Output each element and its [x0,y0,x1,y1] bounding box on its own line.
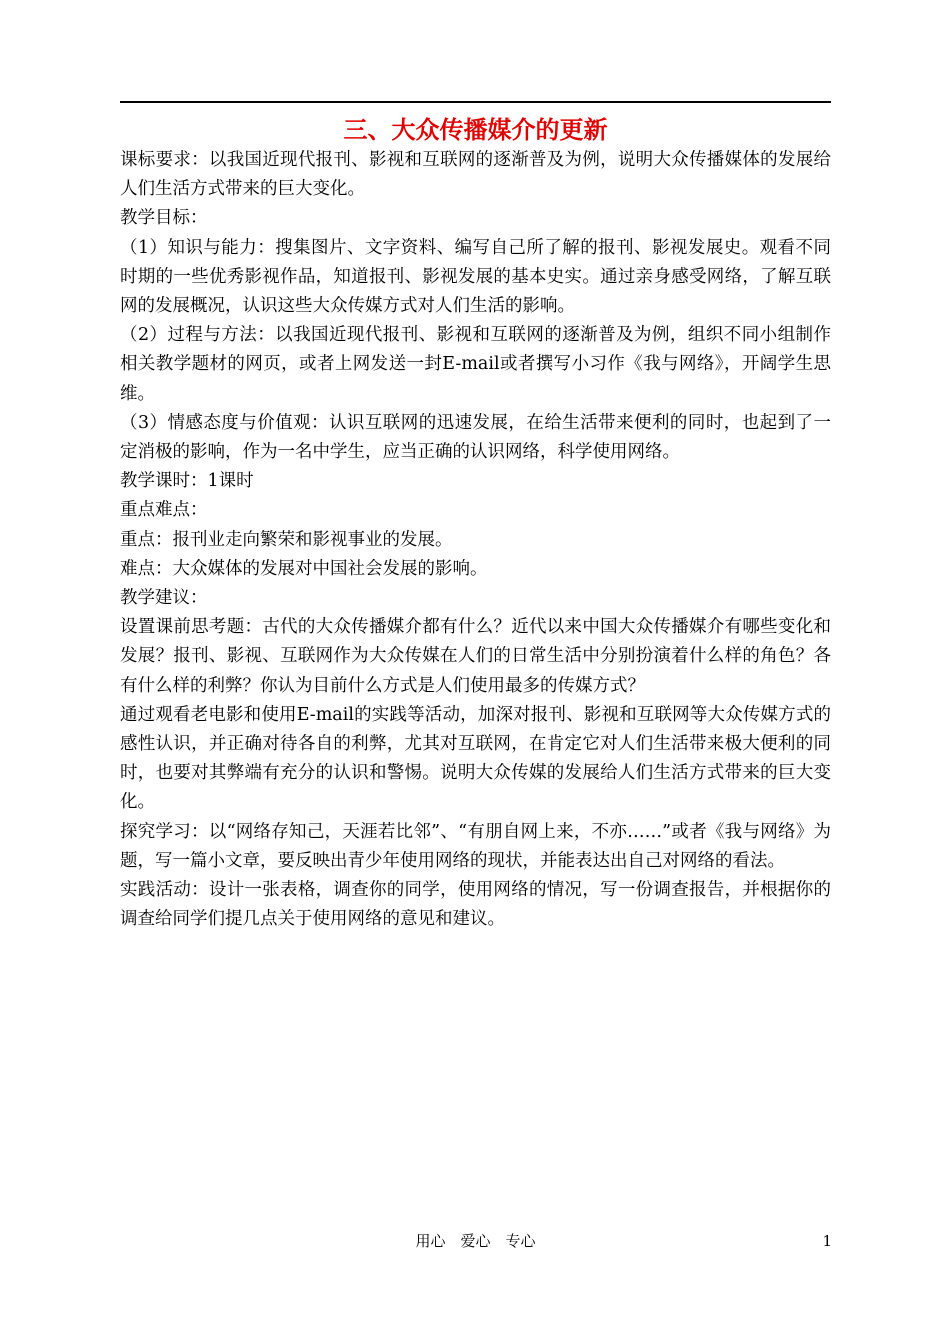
header-rule [120,101,831,103]
page-number: 1 [822,1232,832,1250]
paragraph-pre-class-questions: 设置课前思考题：古代的大众传播媒介都有什么？近代以来中国大众传播媒介有哪些变化和发展？报刊、影视、互联网作为大众传媒在人们的日常生活中分别扮演着什么样的角色？各有什么样的利弊？你认为目前什么方式是人们使用最多的传媒方式？ [120,617,831,696]
heading-key-points: 重点难点： [120,500,208,521]
heading-teaching-goals: 教学目标： [120,208,208,229]
paragraph-difficult-point: 难点：大众媒体的发展对中国社会发展的影响。 [120,558,488,579]
paragraph-goal-process: （2）过程与方法：以我国近现代报刊、影视和互联网的逐渐普及为例，组织不同小组制作相关教学题材的网页，或者上网发送一封E-mail或者撰写小习作《我与网络》，开阔学生思维。 [120,325,831,404]
paragraph-class-hours: 教学课时：1课时 [120,471,254,492]
paragraph-key-point: 重点：报刊业走向繁荣和影视事业的发展。 [120,529,453,550]
paragraph-goal-knowledge: （1）知识与能力：搜集图片、文字资料、编写自己所了解的报刊、影视发展史。观看不同时期的一些优秀影视作品，知道报刊、影视发展的基本史实。通过亲身感受网络，了解互联网的发展概况，认识这些大众传媒方式对人们生活的影响。 [120,237,831,317]
document-body [120,146,831,934]
heading-teaching-suggestions: 教学建议： [120,588,208,609]
paragraph-goal-attitude: （3）情感态度与价值观：认识互联网的迅速发展，在给生活带来便利的同时，也起到了一定消极的影响，作为一名中学生，应当正确的认识网络，科学使用网络。 [120,412,831,463]
footer-motto: 用心 爱心 专心 [415,1232,536,1250]
paragraph-practice-activities: 通过观看老电影和使用E-mail的实践等活动，加深对报刊、影视和互联网等大众传媒方式的感性认识，并正确对待各自的利弊，尤其对互联网，在肯定它对人们生活带来极大便利的同时，也要对其弊端有充分的认识和警惕。说明大众传媒的发展给人们生活方式带来的巨大变化。 [120,704,831,813]
paragraph-curriculum-requirement: 课标要求：以我国近现代报刊、影视和互联网的逐渐普及为例，说明大众传播媒体的发展给人们生活方式带来的巨大变化。 [120,150,831,200]
paragraph-practical-activity: 实践活动：设计一张表格，调查你的同学，使用网络的情况，写一份调查报告，并根据你的调查给同学们提几点关于使用网络的意见和建议。 [120,880,831,930]
document-title: 三、大众传播媒介的更新 [343,115,608,144]
paragraph-inquiry-learning: 探究学习：以“网络存知己，天涯若比邻”、“有朋自网上来，不亦……”或者《我与网络》为题，写一篇小文章，要反映出青少年使用网络的现状，并能表达出自己对网络的看法。 [120,821,831,871]
